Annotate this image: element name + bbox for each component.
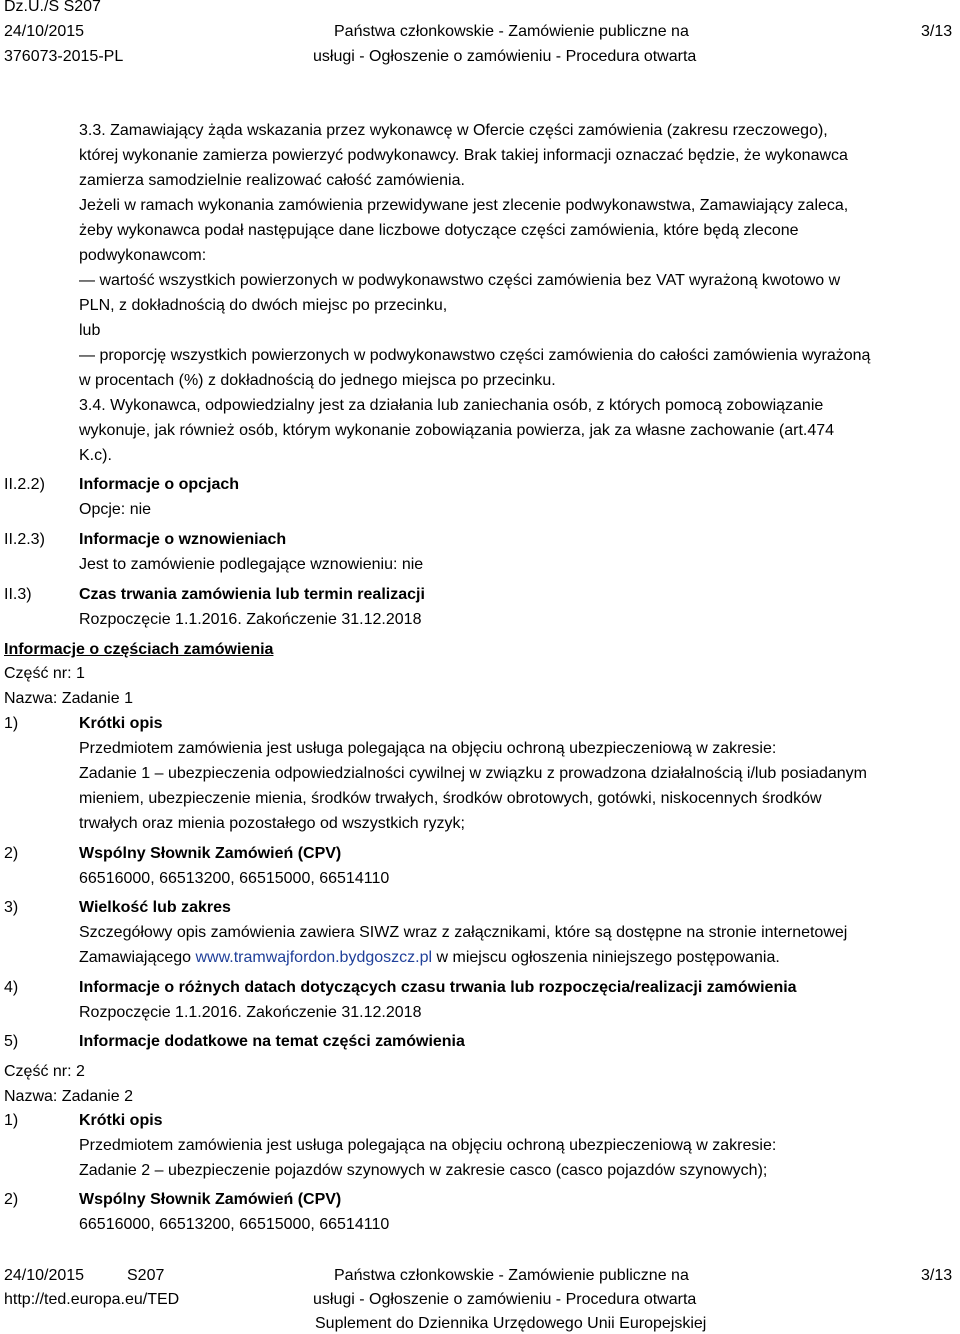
text-line: której wykonanie zamierza powierzyć podwykonawcy. Brak takiej informacji oznaczać będzie, że wykonawca xyxy=(79,147,848,164)
footer-supplement: Suplement do Dziennika Urzędowego Unii Europejskiej xyxy=(315,1315,707,1332)
text-line: Jeżeli w ramach wykonania zamówienia przewidywane jest zlecenie podwykonawstwa, Zamawiający zaleca, xyxy=(79,197,849,214)
section-text: Jest to zamówienie podlegające wznowieniu: nie xyxy=(79,556,424,573)
text-line: — wartość wszystkich powierzonych w podwykonawstwo części zamówienia bez VAT wyrażoną kwotowo w xyxy=(79,272,841,289)
header-journal: Dz.U./S S207 xyxy=(4,0,101,15)
text-line: Przedmiotem zamówienia jest usługa polegająca na objęciu ochroną ubezpieczeniową w zakresie: xyxy=(79,740,777,757)
section-3-3-text xyxy=(79,121,870,471)
header-title-line2: usługi - Ogłoszenie o zamówieniu - Procedura otwarta xyxy=(313,48,697,65)
text-line: mieniem, ubezpieczenie mienia, środków trwałych, środków obrotowych, gotówki, niskocennych środków xyxy=(79,790,822,807)
section-number: II.2.2) xyxy=(4,476,45,493)
section-number: II.3) xyxy=(4,586,32,603)
item-number: 4) xyxy=(4,979,19,996)
text-line: lub xyxy=(79,322,101,339)
part-number: Część nr: 1 xyxy=(4,665,85,682)
section-title: Czas trwania zamówienia lub termin realizacji xyxy=(79,586,425,603)
header-notice-id: 376073-2015-PL xyxy=(4,48,124,65)
item-title: Informacje o różnych datach dotyczących czasu trwania lub rozpoczęcia/realizacji zamówienia xyxy=(79,979,797,996)
item-number: 1) xyxy=(4,715,19,732)
text-line: — proporcję wszystkich powierzonych w podwykonawstwo części zamówienia do całości zamówienia wyrażoną xyxy=(79,347,871,364)
cpv-codes: 66516000, 66513200, 66515000, 66514110 xyxy=(79,870,390,887)
text-line: 3.3. Zamawiający żąda wskazania przez wykonawcę w Ofercie części zamówienia (zakresu rzeczowego), xyxy=(79,122,828,139)
text-line: Zadanie 1 – ubezpieczenia odpowiedzialności cywilnej w związku z prowadzona działalnością i/lub posiadanym xyxy=(79,765,867,782)
text-line: żeby wykonawca podał następujące dane liczbowe dotyczące części zamówienia, które będą zlecone xyxy=(79,222,799,239)
part-number: Część nr: 2 xyxy=(4,1063,85,1080)
text-line: PLN, z dokładnością do dwóch miejsc po przecinku, xyxy=(79,297,448,314)
item-title: Wielkość lub zakres xyxy=(79,899,231,916)
footer-page-number: 3/13 xyxy=(921,1267,953,1284)
text-line: podwykonawcom: xyxy=(79,247,207,264)
section-number: II.2.3) xyxy=(4,531,45,548)
text-line: w procentach (%) z dokładnością do jednego miejsca po przecinku. xyxy=(79,372,556,389)
text-fragment: Zamawiającego xyxy=(79,949,196,966)
footer-journal: S207 xyxy=(127,1267,165,1284)
text-line: Przedmiotem zamówienia jest usługa polegająca na objęciu ochroną ubezpieczeniową w zakresie: xyxy=(79,1137,777,1154)
footer-url[interactable]: http://ted.europa.eu/TED xyxy=(4,1291,180,1308)
text-line: zamierza samodzielnie realizować całość zamówienia. xyxy=(79,172,465,189)
header-date: 24/10/2015 xyxy=(4,23,85,40)
text-line: trwałych oraz mienia pozostałego od wszystkich ryzyk; xyxy=(79,815,465,832)
item-number: 5) xyxy=(4,1033,19,1050)
section-text: Opcje: nie xyxy=(79,501,152,518)
item-number: 2) xyxy=(4,1191,19,1208)
section-title: Informacje o opcjach xyxy=(79,476,240,493)
item-title: Informacje dodatkowe na temat części zamówienia xyxy=(79,1033,465,1050)
text-line: Rozpoczęcie 1.1.2016. Zakończenie 31.12.2018 xyxy=(79,1004,422,1021)
text-line: Zadanie 2 – ubezpieczenie pojazdów szynowych w zakresie casco (casco pojazdów szynowych); xyxy=(79,1162,768,1179)
item-number: 2) xyxy=(4,845,19,862)
item-title: Krótki opis xyxy=(79,715,163,732)
part-name: Nazwa: Zadanie 2 xyxy=(4,1088,133,1105)
text-line: K.c). xyxy=(79,447,112,464)
website-link[interactable]: www.tramwajfordon.bydgoszcz.pl xyxy=(195,949,433,966)
item-title: Wspólny Słownik Zamówień (CPV) xyxy=(79,845,342,862)
text-line: wykonuje, jak również osób, którym wykonanie zobowiązania powierza, jak za własne zachowanie (art.474 xyxy=(79,422,835,439)
text-line-with-link xyxy=(79,948,780,968)
part-name: Nazwa: Zadanie 1 xyxy=(4,690,133,707)
footer-date: 24/10/2015 xyxy=(4,1267,85,1284)
cpv-codes: 66516000, 66513200, 66515000, 66514110 xyxy=(79,1216,390,1233)
header-page-number: 3/13 xyxy=(921,23,953,40)
text-line: 3.4. Wykonawca, odpowiedzialny jest za działania lub zaniechania osób, z których pomocą zobowiązanie xyxy=(79,397,824,414)
footer-title-line1: Państwa członkowskie - Zamówienie publiczne na xyxy=(334,1267,689,1284)
item-number: 3) xyxy=(4,899,19,916)
parts-heading: Informacje o częściach zamówienia xyxy=(4,641,274,658)
text-line: Szczegółowy opis zamówienia zawiera SIWZ wraz z załącznikami, które są dostępne na stronie internetowej xyxy=(79,924,848,941)
section-text: Rozpoczęcie 1.1.2016. Zakończenie 31.12.2018 xyxy=(79,611,422,628)
header-title-line1: Państwa członkowskie - Zamówienie publiczne na xyxy=(334,23,689,40)
text-fragment: w miejscu ogłoszenia niniejszego postępowania. xyxy=(432,949,780,966)
footer-title-line2: usługi - Ogłoszenie o zamówieniu - Procedura otwarta xyxy=(313,1291,697,1308)
item-title: Wspólny Słownik Zamówień (CPV) xyxy=(79,1191,342,1208)
item-number: 1) xyxy=(4,1112,19,1129)
section-title: Informacje o wznowieniach xyxy=(79,531,287,548)
item-title: Krótki opis xyxy=(79,1112,163,1129)
